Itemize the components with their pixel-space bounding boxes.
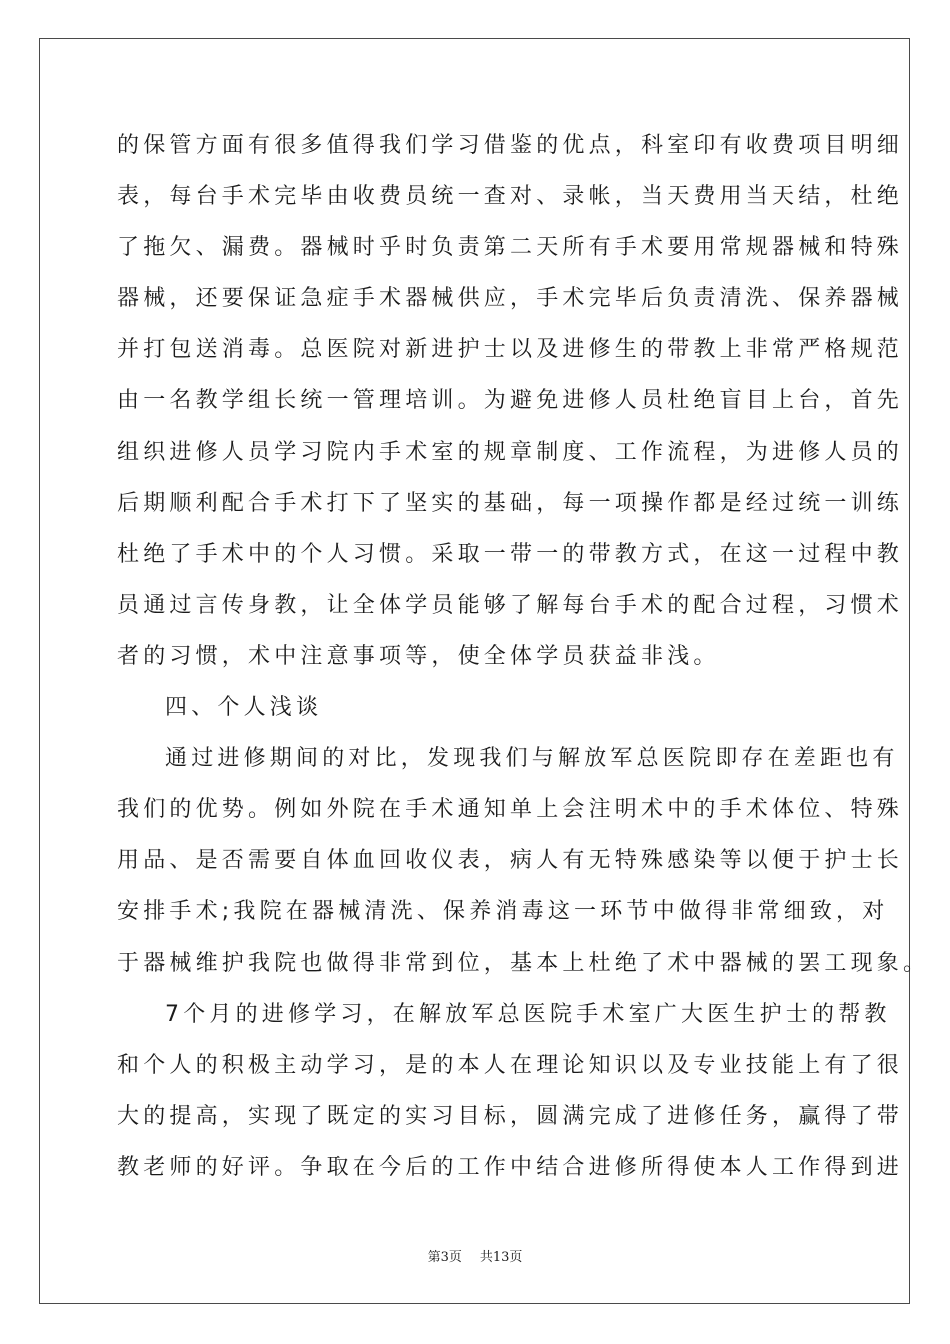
text-line: 器械，还要保证急症手术器械供应，手术完毕后负责清洗、保养器械 [117,286,904,312]
section-heading: 四、个人浅谈 [165,695,323,721]
text-line: 后期顺利配合手术打下了坚实的基础，每一项操作都是经过统一训练 [117,490,904,516]
text-line: 员通过言传身教，让全体学员能够了解每台手术的配合过程，习惯术 [117,592,904,618]
text-line: 我们的优势。例如外院在手术通知单上会注明术中的手术体位、特殊 [117,797,904,823]
text-line: 了拖欠、漏费。器械时乎时负责第二天所有手术要用常规器械和特殊 [117,235,904,261]
page-footer [0,1246,950,1265]
text-line: 者的习惯，术中注意事项等，使全体学员获益非浅。 [117,643,720,669]
page-number: 第3页 [427,1250,462,1265]
text-line: 组织进修人员学习院内手术室的规章制度、工作流程，为进修人员的 [117,439,904,465]
text-line: 由一名教学组长统一管理培训。为避免进修人员杜绝盲目上台，首先 [117,388,904,414]
text-line: 并打包送消毒。总医院对新进护士以及进修生的带教上非常严格规范 [117,337,904,363]
text-line: 大的提高，实现了既定的实习目标，圆满完成了进修任务，赢得了带 [117,1103,904,1129]
paragraph-start-line: 7个月的进修学习，在解放军总医院手术室广大医生护士的帮教 [165,1001,891,1027]
text-line: 用品、是否需要自体血回收仪表，病人有无特殊感染等以便于护士长 [117,848,904,874]
text-line: 于器械维护我院也做得非常到位，基本上杜绝了术中器械的罢工现象。 [117,950,930,976]
text-line: 杜绝了手术中的个人习惯。采取一带一的带教方式，在这一过程中教 [117,541,904,567]
text-line: 表，每台手术完毕由收费员统一查对、录帐，当天费用当天结，杜绝 [117,184,904,210]
text-line: 和个人的积极主动学习，是的本人在理论知识以及专业技能上有了很 [117,1052,904,1078]
text-line: 的保管方面有很多值得我们学习借鉴的优点，科室印有收费项目明细 [117,133,904,158]
text-line: 安排手术;我院在器械清洗、保养消毒这一环节中做得非常细致，对 [117,899,889,925]
paragraph-start-line: 通过进修期间的对比，发现我们与解放军总医院即存在差距也有 [165,746,899,772]
document-body [117,128,930,1201]
page-total: 共13页 [479,1250,523,1265]
text-line: 教老师的好评。争取在今后的工作中结合进修所得使本人工作得到进 [117,1154,904,1180]
